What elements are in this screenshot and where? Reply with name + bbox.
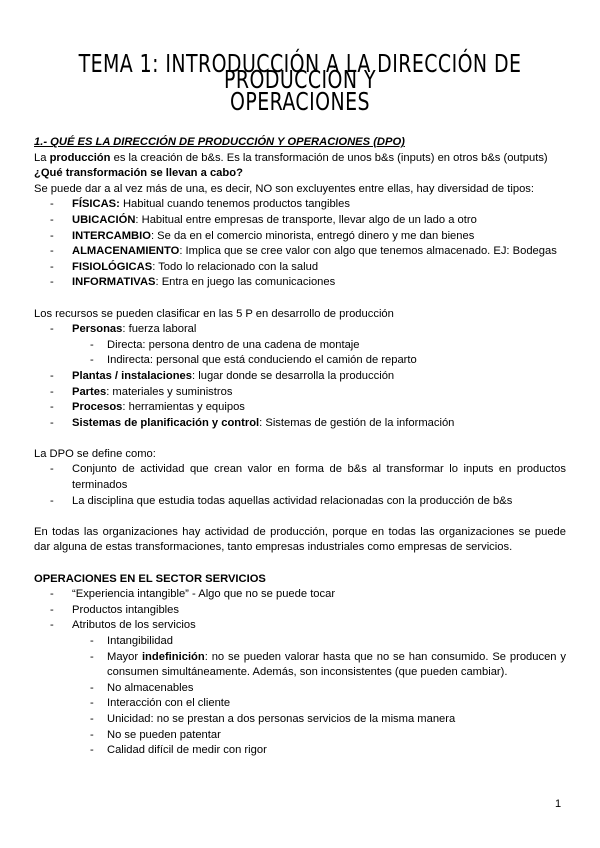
- organizations-paragraph: En todas las organizaciones hay actividad de producción, porque en todas las organizaciones se puede dar alguna de estas transformaciones, tanto empresas industriales como empresas de servicios.: [34, 525, 566, 554]
- list-item: - Plantas / instalaciones: lugar donde se desarrolla la producción: [34, 369, 566, 385]
- list-item: - “Experiencia intangible” - Algo que no se puede tocar: [34, 587, 566, 603]
- list-item: - UBICACIÓN: Habitual entre empresas de transporte, llevar algo de un lado a otro: [34, 213, 566, 229]
- list-item: - FÍSICAS: Habitual cuando tenemos productos tangibles: [34, 197, 566, 213]
- list-item: - Personas: fuerza laboral: [34, 322, 566, 338]
- list-item: - ALMACENAMIENTO: Implica que se cree valor con algo que tenemos almacenado. EJ: Bodegas: [34, 244, 566, 260]
- transformation-intro: Se puede dar a al vez más de una, es decir, NO son excluyentes entre ellas, hay diversidad de tipos:: [34, 182, 534, 195]
- document-body: [34, 135, 566, 759]
- page-title-line-2: OPERACIONES: [230, 87, 370, 116]
- sub-list-item: - Intangibilidad: [34, 634, 566, 650]
- dpo-definition-list: [34, 462, 566, 509]
- transformation-types-list: [34, 197, 566, 291]
- section-heading: 1.- QUÉ ES LA DIRECCIÓN DE PRODUCCIÓN Y OPERACIONES (DPO): [34, 136, 405, 148]
- list-item: - La disciplina que estudia todas aquellas actividad relacionadas con la producción de b&s: [34, 494, 566, 510]
- sub-list-item: - Interacción con el cliente: [34, 696, 566, 712]
- list-item: - Partes: materiales y suministros: [34, 385, 566, 401]
- sub-list-item: - No se pueden patentar: [34, 728, 566, 744]
- dpo-definition-intro: La DPO se define como:: [34, 447, 156, 460]
- production-definition: La producción es la creación de b&s. Es la transformación de unos b&s (inputs) en otros b&s (outputs): [34, 151, 548, 164]
- sub-list-item: - Indirecta: personal que está conduciendo el camión de reparto: [34, 353, 566, 369]
- sub-list-item: - Mayor indefinición: no se pueden valorar hasta que no se han consumido. Se producen y consumen simultáneamente. Además, son inconsistentes (que pueden cambiar).: [34, 650, 566, 681]
- list-item: - Conjunto de actividad que crean valor en forma de b&s al transformar lo inputs en productos terminados: [34, 462, 566, 493]
- services-heading: OPERACIONES EN EL SECTOR SERVICIOS: [34, 572, 266, 585]
- sub-list-item: - Unicidad: no se prestan a dos personas servicios de la misma manera: [34, 712, 566, 728]
- list-item: - Sistemas de planificación y control: Sistemas de gestión de la información: [34, 416, 566, 432]
- sub-list-item: - Calidad difícil de medir con rigor: [34, 743, 566, 759]
- resources-intro: Los recursos se pueden clasificar en las 5 P en desarrollo de producción: [34, 307, 394, 320]
- resources-list: [34, 322, 566, 431]
- list-item: - Productos intangibles: [34, 603, 566, 619]
- sub-list-item: - No almacenables: [34, 681, 566, 697]
- list-item: - INTERCAMBIO: Se da en el comercio minorista, entregó dinero y me dan bienes: [34, 229, 566, 245]
- page-number: 1: [555, 798, 562, 810]
- list-item: - Atributos de los servicios: [34, 618, 566, 634]
- page-title-line-1: TEMA 1: INTRODUCCIÓN A LA DIRECCIÓN DE PRODUCCIÓN Y: [78, 49, 522, 94]
- list-item: - INFORMATIVAS: Entra en juego las comunicaciones: [34, 275, 566, 291]
- services-list: [34, 587, 566, 759]
- sub-list-item: - Directa: persona dentro de una cadena de montaje: [34, 338, 566, 354]
- list-item: - Procesos: herramientas y equipos: [34, 400, 566, 416]
- transformation-question: ¿Qué transformación se llevan a cabo?: [34, 167, 243, 180]
- list-item: - FISIOLÓGICAS: Todo lo relacionado con la salud: [34, 260, 566, 276]
